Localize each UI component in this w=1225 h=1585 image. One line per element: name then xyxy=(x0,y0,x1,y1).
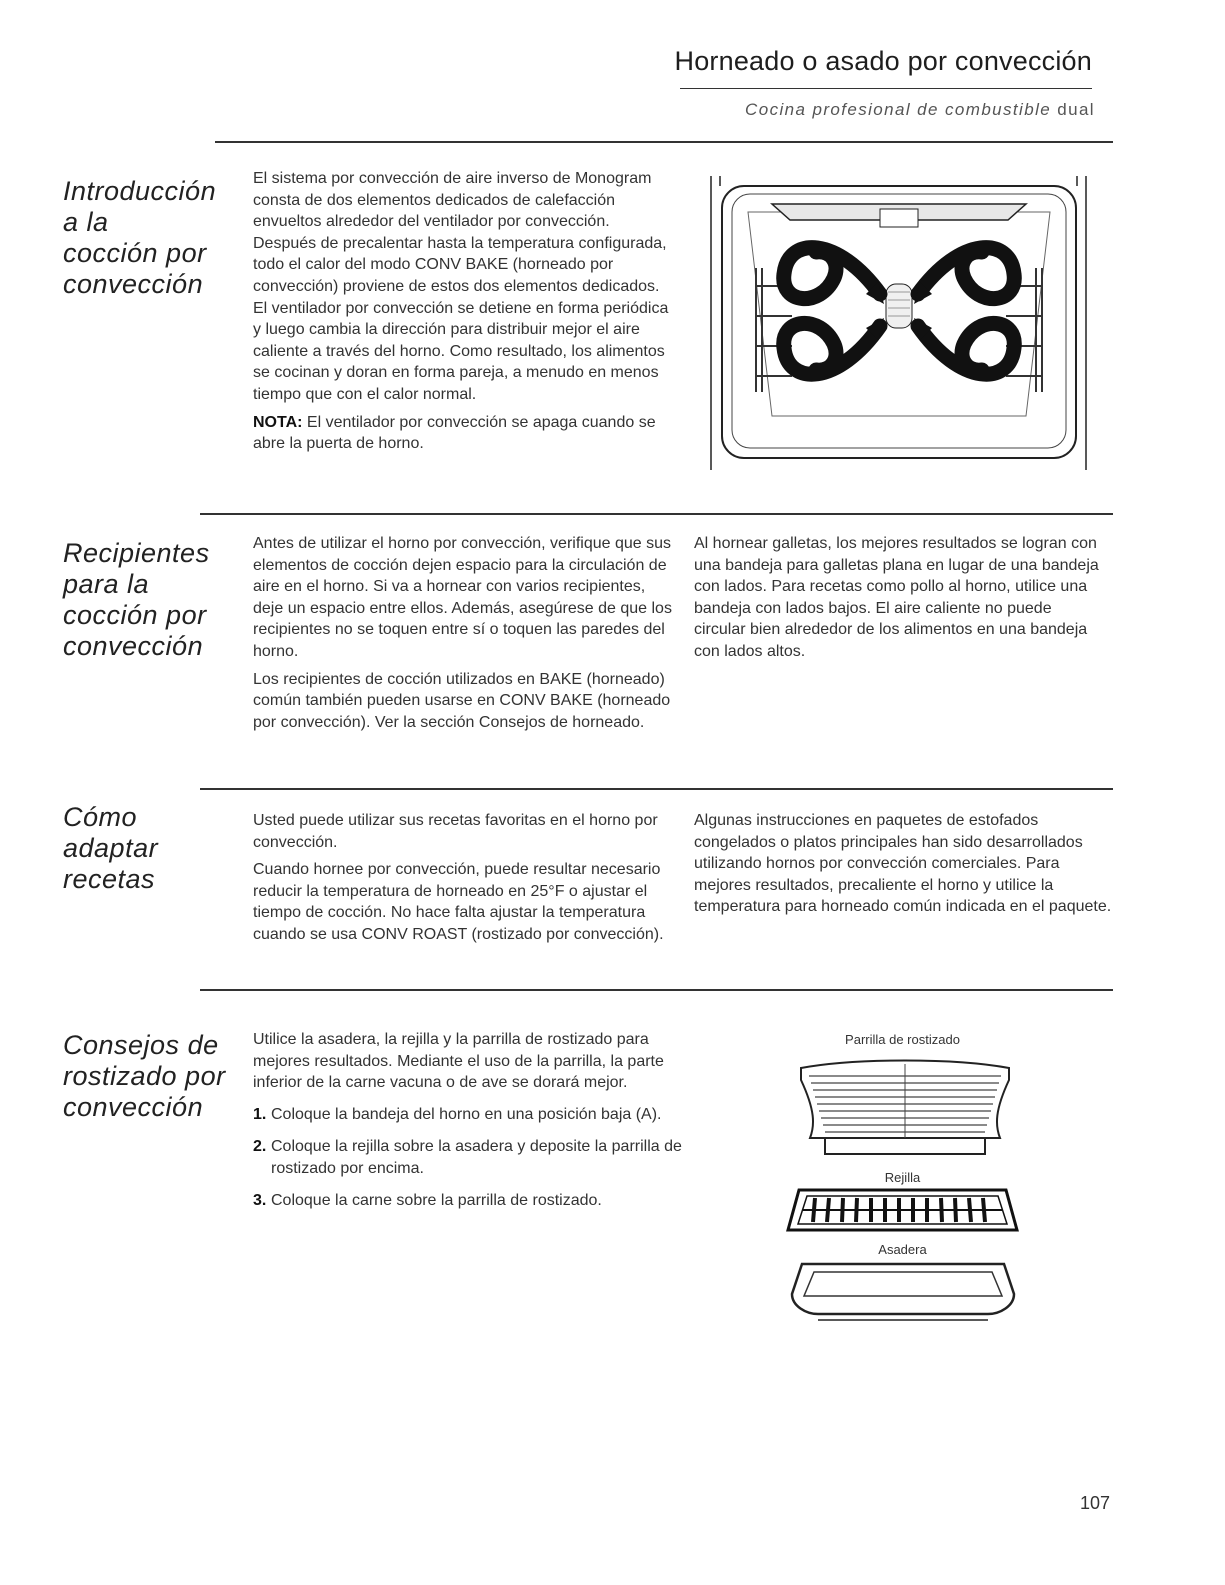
section-body-intro xyxy=(253,168,671,461)
step-text: Coloque la bandeja del horno en una posición baja (A). xyxy=(271,1105,662,1123)
section-body-pans-right xyxy=(694,533,1106,669)
step-number: 2. xyxy=(253,1137,267,1155)
pan-illustration xyxy=(788,1258,1018,1324)
figure-label-grid: Rejilla xyxy=(884,1170,921,1185)
oven-convection-illustration xyxy=(708,176,1090,470)
figure-label-pan: Asadera xyxy=(878,1242,927,1257)
note-text: El ventilador por convección se apaga cuando se abre la puerta de horno. xyxy=(253,413,656,453)
page-number: 107 xyxy=(1079,1493,1110,1513)
section-divider-3 xyxy=(200,989,1113,991)
section-body-pans-left xyxy=(253,533,673,739)
intro-note xyxy=(253,412,671,455)
step-text: Coloque la carne sobre la parrilla de rostizado. xyxy=(271,1191,602,1209)
roasting-step xyxy=(253,1190,683,1212)
pans-paragraph-3: Al hornear galletas, los mejores resultados se logran con una bandeja para galletas plana en lugar de una bandeja con lados. Para recetas como pollo al horno, utilice una bandeja con lados bajos. El aire caliente no puede circular bien alrededor de los alimentos en una bandeja con lados altos. xyxy=(694,535,1099,660)
page-subtitle xyxy=(560,100,1095,120)
section-heading-roasting: Consejos de rostizado por convección xyxy=(63,1030,226,1122)
step-text: Coloque la rejilla sobre la asadera y deposite la parrilla de rostizado por encima. xyxy=(271,1137,682,1177)
subtitle-italic: Cocina profesional de combustible xyxy=(745,100,1052,119)
section-body-recipes-right xyxy=(694,810,1114,924)
roasting-step xyxy=(253,1104,683,1126)
title-underline xyxy=(680,88,1092,89)
roasting-paragraph: Utilice la asadera, la rejilla y la parrilla de rostizado para mejores resultados. Mediante el uso de la parrilla, la parte inferior de la carne vacuna o de ave se dorará mejor. xyxy=(253,1031,664,1092)
step-number: 1. xyxy=(253,1105,267,1123)
pans-paragraph-2: Los recipientes de cocción utilizados en BAKE (horneado) común también pueden usarse en CONV BAKE (horneado por convección). Ver la sección Consejos de horneado. xyxy=(253,670,671,731)
page-title: Horneado o asado por convección xyxy=(674,46,1092,76)
recipes-paragraph-2: Cuando hornee por convección, puede resultar necesario reducir la temperatura de horneado en 25°F o ajustar el tiempo de cocción. No hace falta ajustar la temperatura cuando se usa CONV ROAST (rostizado por convección). xyxy=(253,861,664,943)
section-divider-2 xyxy=(200,788,1113,790)
section-heading-intro: Introducción a la cocción por convección xyxy=(63,176,217,299)
section-heading-recipes: Cómo adaptar recetas xyxy=(63,802,159,894)
pans-paragraph-1: Antes de utilizar el horno por convección, verifique que sus elementos de cocción dejen espacio para la circulación de aire en el horno. Si va a hornear con varios recipientes, deje un espacio entre ellos. Además, asegúrese de que los recipientes no se toquen entre sí o toquen las paredes del horno. xyxy=(253,535,672,660)
recipes-paragraph-1: Usted puede utilizar sus recetas favoritas en el horno por convección. xyxy=(253,812,658,851)
grid-illustration xyxy=(785,1186,1020,1234)
section-body-recipes-left xyxy=(253,810,673,952)
section-heading-pans: Recipientes para la cocción por convección xyxy=(63,538,210,661)
roasting-step xyxy=(253,1136,683,1180)
intro-paragraph: El sistema por convección de aire inverso de Monogram consta de dos elementos dedicados de calefacción envueltos alrededor del ventilador por convección. Después de precalentar hasta la temperatura configurada, todo el calor del modo CONV BAKE (horneado por convección) proviene de estos dos elementos dedicados. El ventilador por convección se detiene en forma periódica y luego cambia la dirección para distribuir mejor el aire caliente a través del horno. Como resultado, los alimentos se cocinan y doran en forma pareja, a menudo en menos tiempo que con el calor normal. xyxy=(253,170,669,403)
note-label: NOTA: xyxy=(253,413,303,431)
figure-label-roasting-rack: Parrilla de rostizado xyxy=(845,1032,960,1047)
section-body-roasting xyxy=(253,1029,683,1222)
recipes-paragraph-3: Algunas instrucciones en paquetes de estofados congelados o platos principales han sido desarrollados utilizando hornos por convección comerciales. Para mejores resultados, precaliente el horno y utilice la temperatura para horneado común indicada en el paquete. xyxy=(694,812,1112,916)
roasting-rack-illustration xyxy=(795,1050,1015,1160)
subtitle-rest: dual xyxy=(1051,100,1095,119)
header-divider xyxy=(215,141,1113,143)
section-divider-1 xyxy=(200,513,1113,515)
step-number: 3. xyxy=(253,1191,267,1209)
